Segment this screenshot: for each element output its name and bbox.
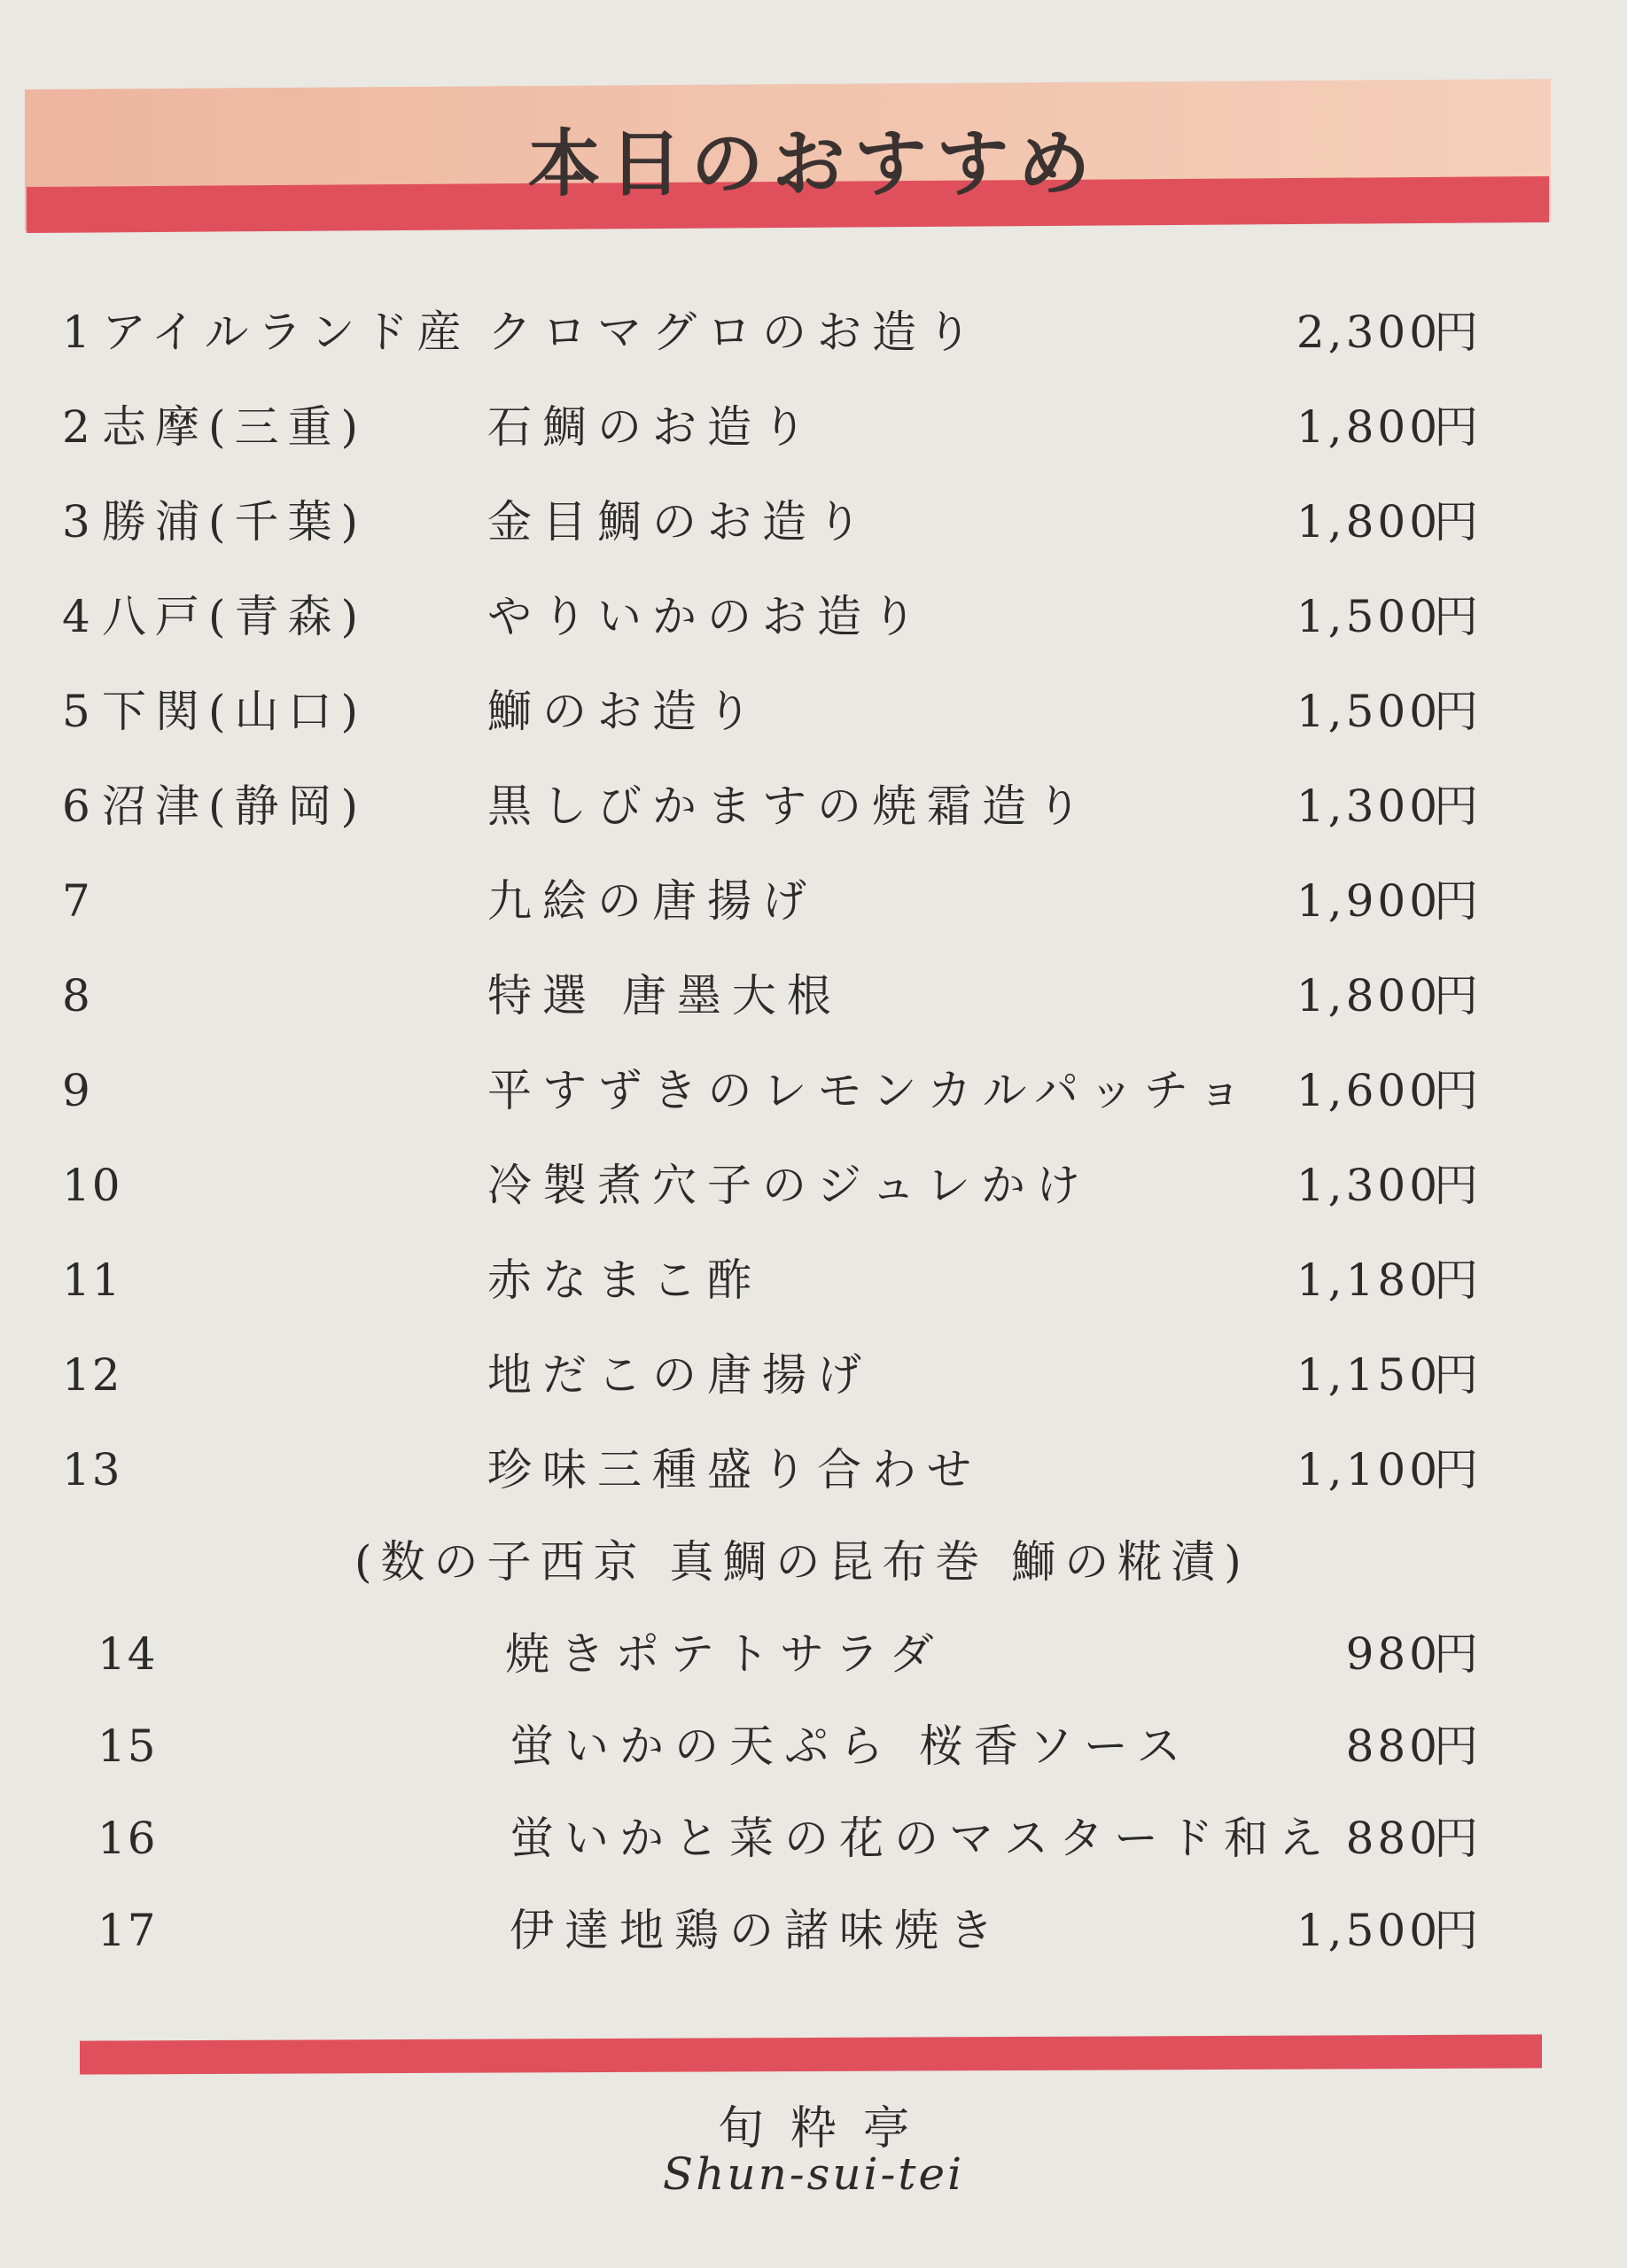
shop-name-romaji: Shun-sui-tei — [662, 2148, 965, 2200]
item-name: 冷製煮穴子のジュレかけ — [487, 1160, 1091, 1211]
item-name: 伊達地鶏の諸味焼き — [510, 1905, 1004, 1956]
menu-item — [0, 1614, 1627, 1694]
item-yen: 円 — [1434, 307, 1478, 358]
item-name: 特選 唐墨大根 — [487, 970, 842, 1021]
item-number: 4 — [62, 591, 92, 642]
item-price: 1,800 — [1296, 970, 1441, 1021]
item-price: 880 — [1345, 1720, 1441, 1772]
item-yen: 円 — [1434, 1160, 1478, 1211]
item-yen: 円 — [1434, 591, 1478, 642]
menu-item — [0, 1706, 1627, 1786]
menu-item — [0, 1430, 1627, 1510]
item-name: 鰤のお造り — [487, 686, 762, 737]
item-price: 1,800 — [1296, 496, 1441, 548]
shop-name: 旬粋亭 — [717, 2102, 936, 2155]
menu-item — [0, 577, 1627, 656]
item-name: 赤なまこ酢 — [487, 1254, 762, 1306]
menu-item — [0, 482, 1627, 562]
item-price: 1,900 — [1296, 875, 1441, 927]
item-origin: アイルランド産 — [102, 307, 471, 358]
menu-item — [0, 1051, 1627, 1130]
item-price: 980 — [1345, 1628, 1441, 1680]
item-note-row — [0, 1522, 1627, 1602]
item-price: 1,180 — [1296, 1254, 1441, 1306]
item-number: 10 — [62, 1160, 122, 1211]
item-number: 12 — [62, 1349, 122, 1401]
menu-item — [0, 292, 1627, 372]
item-yen: 円 — [1434, 401, 1478, 453]
item-name: 石鯛のお造り — [487, 401, 817, 453]
item-name: 蛍いかの天ぷら 桜香ソース — [510, 1720, 1192, 1772]
item-yen: 円 — [1434, 1905, 1478, 1956]
item-number: 15 — [97, 1720, 158, 1772]
item-origin: 下関(山口) — [102, 686, 368, 737]
item-price: 1,600 — [1296, 1065, 1441, 1116]
item-name: 平すずきのレモンカルパッチョ — [487, 1065, 1253, 1116]
item-yen: 円 — [1434, 496, 1478, 548]
item-yen: 円 — [1434, 875, 1478, 927]
menu-item — [0, 672, 1627, 751]
item-name: 焼きポテトサラダ — [505, 1628, 945, 1680]
item-name: 金目鯛のお造り — [487, 496, 872, 548]
menu-item — [0, 1335, 1627, 1415]
item-price: 1,800 — [1296, 401, 1441, 453]
item-price: 1,150 — [1296, 1349, 1441, 1401]
page-title: 本日のおすすめ — [527, 121, 1100, 206]
item-price: 1,500 — [1296, 1905, 1441, 1956]
item-name: 黒しびかますの焼霜造り — [487, 781, 1092, 832]
item-number: 11 — [62, 1254, 122, 1306]
menu-item — [0, 956, 1627, 1036]
item-origin: 沼津(静岡) — [102, 781, 368, 832]
item-number: 8 — [62, 970, 92, 1021]
menu-item — [0, 861, 1627, 941]
item-name: やりいかのお造り — [487, 591, 927, 642]
item-name: 九絵の唐揚げ — [487, 875, 817, 927]
menu-item — [0, 766, 1627, 846]
menu-item — [0, 1891, 1627, 1970]
item-price: 1,500 — [1296, 591, 1441, 642]
item-origin: 志摩(三重) — [102, 401, 368, 453]
item-yen: 円 — [1434, 686, 1478, 737]
footer-stripe — [80, 2034, 1542, 2074]
item-number: 16 — [97, 1813, 158, 1864]
menu-item — [0, 1240, 1627, 1320]
menu-item — [0, 387, 1627, 467]
item-name: 蛍いかと菜の花のマスタード和え — [510, 1813, 1334, 1864]
item-name: クロマグロのお造り — [487, 307, 982, 358]
item-yen: 円 — [1434, 1349, 1478, 1401]
item-number: 7 — [62, 875, 92, 927]
item-number: 17 — [97, 1905, 158, 1956]
item-yen: 円 — [1434, 1444, 1478, 1495]
menu-item — [0, 1146, 1627, 1225]
item-origin: 八戸(青森) — [102, 591, 368, 642]
item-number: 13 — [62, 1444, 122, 1495]
item-yen: 円 — [1434, 1720, 1478, 1772]
item-number: 6 — [62, 781, 92, 832]
item-name: 地だこの唐揚げ — [487, 1349, 872, 1401]
item-price: 1,300 — [1296, 1160, 1441, 1211]
item-number: 2 — [62, 401, 92, 453]
item-note: (数の子西京 真鯛の昆布巻 鰤の糀漬) — [354, 1536, 1250, 1588]
item-number: 3 — [62, 496, 92, 548]
item-name: 珍味三種盛り合わせ — [487, 1444, 982, 1495]
item-yen: 円 — [1434, 970, 1478, 1021]
item-number: 14 — [97, 1628, 158, 1680]
item-price: 1,100 — [1296, 1444, 1441, 1495]
item-number: 9 — [62, 1065, 92, 1116]
item-yen: 円 — [1434, 1628, 1478, 1680]
item-number: 1 — [62, 307, 92, 358]
item-yen: 円 — [1434, 1254, 1478, 1306]
item-number: 5 — [62, 686, 92, 737]
menu-item — [0, 1798, 1627, 1878]
item-yen: 円 — [1434, 1065, 1478, 1116]
item-origin: 勝浦(千葉) — [102, 496, 368, 548]
item-yen: 円 — [1434, 781, 1478, 832]
item-yen: 円 — [1434, 1813, 1478, 1864]
item-price: 2,300 — [1296, 307, 1441, 358]
item-price: 880 — [1345, 1813, 1441, 1864]
item-price: 1,300 — [1296, 781, 1441, 832]
item-price: 1,500 — [1296, 686, 1441, 737]
